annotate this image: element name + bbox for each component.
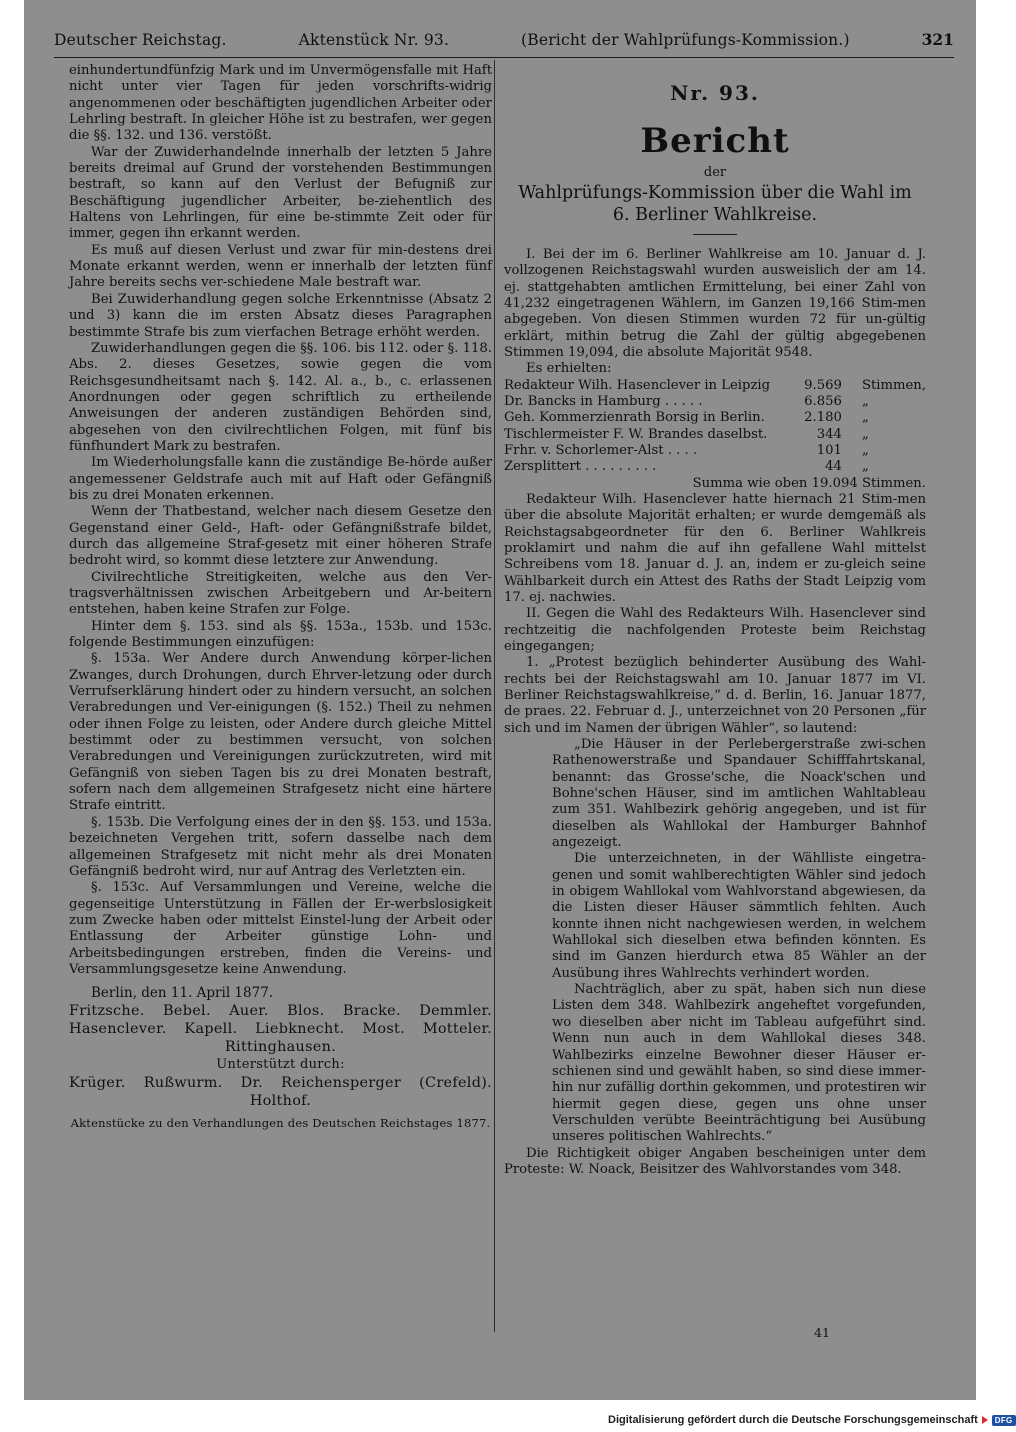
result-row bbox=[504, 443, 926, 459]
paragraph: Es muß auf diesen Verlust und zwar für min-destens drei Monate erkannt werden, wenn er innerhalb der letzten fünf Jahre bereits sechs ver-schiedene Male bestraft war. bbox=[69, 242, 492, 291]
candidate-name: Geh. Kommerzienrath Borsig in Berlin. bbox=[504, 410, 765, 426]
paragraph: Civilrechtliche Streitigkeiten, welche aus den Ver-tragsverhältnissen zwischen Arbeitgebern und Ar-beitern entstehen, haben keine Strafen zur Folge. bbox=[69, 569, 492, 618]
vote-count: 344 bbox=[816, 426, 842, 442]
supporters: Krüger. Rußwurm. Dr. Reichensperger (Crefeld). bbox=[69, 1075, 492, 1092]
document-title: Bericht bbox=[640, 121, 790, 161]
document-subtitle: Wahlprüfungs-Kommission über die Wahl im bbox=[518, 183, 912, 203]
candidate-name: Tischlermeister F. W. Brandes daselbst. bbox=[504, 426, 768, 442]
paragraph: Hinter dem §. 153. sind als §§. 153a., 153b. und 153c. folgende Bestimmungen einzufügen: bbox=[69, 618, 492, 651]
signatories: Hasenclever. Kapell. Liebknecht. Most. Motteler. bbox=[69, 1021, 492, 1038]
footnote: Aktenstücke zu den Verhandlungen des Deutschen Reichstages 1877. bbox=[70, 1116, 491, 1131]
running-header bbox=[54, 30, 954, 54]
quote-paragraph: „Die Häuser in der Perlebergerstraße zwi-schen Rathenowerstraße und Spandauer Schifffahrtskanal, benannt: das Grosse'sche, die Noack'schen und Bohne'schen Häuser, sind im amtlichen Wahltableau zum 351. Wahlbezirk gehörig angegeben, und ist für dieselben als Wahllokal der Hamburger Bahnhof angezeigt. bbox=[552, 736, 926, 851]
supporters: Holthof. bbox=[249, 1093, 312, 1110]
vote-unit: „ bbox=[861, 442, 869, 458]
paragraph: II. Gegen die Wahl des Redakteurs Wilh. Hasenclever sind rechtzeitig die nachfolgenden Proteste beim Reichstag eingegangen; bbox=[504, 606, 926, 654]
dateline: Berlin, den 11. April 1877. bbox=[91, 985, 274, 1002]
quote-paragraph: Nachträglich, aber zu spät, haben sich nun diese Listen dem 348. Wahlbezirk angeheftet vorgefunden, wo dieselben aber nicht im Tableau aufgeführt sind. Wenn nun auch in dem Wahllokal dieses 348. Wahlbezirks einzelne Bewohner dieser Häuser er-schienen sind und gewählt haben, so sind diese immer-hin nur zufällig dorthin gekommen, und protestiren wir hiermit gegen diese, gegen uns ohne unser Verschulden verübte Beeinträchtigung bei Ausübung unseres politischen Wahlrechts.“ bbox=[552, 982, 926, 1145]
vote-unit: Stimmen, bbox=[861, 377, 926, 393]
paragraph: Im Wiederholungsfalle kann die zuständige Be-hörde außer angemessener Geldstrafe auch mit auf Haft oder Gefängniß bis zu drei Monaten erkennen. bbox=[69, 455, 492, 503]
paragraph-153c: §. 153c. Auf Versammlungen und Vereine, welche die gegenseitige Unterstützung in Fällen der Er-werbslosigkeit zum Zwecke haben oder mittelst Einstel-lung der Arbeit oder Entlassung der Arbeiter günstige Lohn- und Arbeitsbedingungen erstreben, finden die Vereins- und Versammlungsgesetze keine Anwendung. bbox=[69, 880, 492, 977]
digitization-credit bbox=[608, 1414, 1016, 1426]
vote-count: 2.180 bbox=[804, 410, 842, 426]
vote-count: 44 bbox=[825, 459, 842, 475]
vote-unit: „ bbox=[861, 426, 869, 442]
paragraph: Die Richtigkeit obiger Angaben bescheinigen unter dem Proteste: W. Noack, Beisitzer des Wahlvorstandes vom 348. bbox=[504, 1145, 926, 1177]
paragraph: Bei Zuwiderhandlung gegen solche Erkenntnisse (Absatz 2 und 3) kann die im ersten Absatz dieses Paragraphen bestimmte Strafe bis zum vierfachen Betrage erhöht werden. bbox=[69, 291, 492, 340]
title-connector: der bbox=[703, 165, 727, 180]
credit-text: Digitalisierung gefördert durch die Deutsche Forschungsgemeinschaft bbox=[608, 1414, 978, 1426]
paragraph: Wenn der Thatbestand, welcher nach diesem Gesetze den Gegenstand einer Geld-, Haft- oder Gefängnißstrafe bildet, durch das allgemeine Straf-gesetz mit einer höheren Strafe bedroht wird, so kommt diese letztere zur Anwendung. bbox=[69, 504, 492, 569]
result-row bbox=[504, 394, 926, 410]
vote-count: 6.856 bbox=[804, 394, 842, 410]
candidate-name: Dr. Bancks in Hamburg . . . . . bbox=[504, 394, 703, 410]
result-row bbox=[504, 410, 926, 426]
document-number: Nr. 93. bbox=[670, 81, 760, 105]
left-column bbox=[69, 63, 492, 1130]
paragraph: Redakteur Wilh. Hasenclever hatte hiernach 21 Stim-men über die absolute Majorität erhalten; er wurde demgemäß als Reichstagsabgeordneter für den 6. Berliner Wahlkreis proklamirt und nahm die auf ihn gefallene Wahl mittelst Schreibens vom 18. Januar d. J. an, indem er zu-gleich seine Wählbarkeit durch ein Attest des Raths der Stadt Leipzig vom 17. ej. nachwies. bbox=[504, 491, 926, 605]
quote-paragraph: Die unterzeichneten, in der Wählliste eingetra-genen und somit wahlberechtigten Wähler sind jedoch in obigem Wahllokal vom Wahlvorstand abgewiesen, da die Listen dieser Häuser sämmtlich fehlten. Auch konnte ihnen nicht nachgewiesen werden, in welchem Wahllokal sich dieselben etwa befinden könnten. Es sind im Ganzen hierdurch etwa 85 Wähler an der Ausübung ihres Wahlrechts verhindert worden. bbox=[552, 851, 926, 981]
vote-unit: „ bbox=[861, 459, 869, 475]
paragraph: einhundertundfünfzig Mark und im Unvermögensfalle mit Haft nicht unter vier Tagen für jeden vorschrifts-widrig angenommenen oder beschäftigten jugendlichen Arbeiter oder Lehrling bestraft. In gleicher Höhe ist zu bestrafen, wer gegen die §§. 132. und 136. verstößt. bbox=[69, 63, 492, 144]
supported-by-label: Unterstützt durch: bbox=[216, 1057, 345, 1073]
results-intro: Es erhielten: bbox=[526, 361, 612, 377]
result-row bbox=[504, 427, 926, 443]
signatories: Rittinghausen. bbox=[224, 1039, 337, 1056]
right-column bbox=[504, 63, 926, 1178]
signatories: Fritzsche. Bebel. Auer. Blos. Bracke. Demmler. bbox=[69, 1003, 492, 1020]
header-left: Deutscher Reichstag. bbox=[54, 31, 227, 49]
arrow-icon bbox=[982, 1416, 988, 1424]
vote-count: 101 bbox=[816, 442, 842, 458]
results-total: Summa wie oben 19.094 Stimmen. bbox=[692, 475, 926, 491]
candidate-name: Frhr. v. Schorlemer-Alst . . . . bbox=[504, 442, 698, 458]
document-subtitle: 6. Berliner Wahlkreise. bbox=[612, 205, 818, 225]
result-row bbox=[504, 459, 926, 475]
results-table bbox=[504, 378, 926, 476]
paragraph: 1. „Protest bezüglich behinderter Ausübung des Wahl-rechts bei der Reichstagswahl am 10. Januar 1877 im VI. Berliner Reichstagswahlkreise,“ d. d. Berlin, 16. Januar 1877, de praes. 22. Februar d. J., unterzeichnet von 20 Personen „für sich und im Namen der übrigen Wähler“, so lautend: bbox=[504, 655, 926, 736]
candidate-name: Zersplittert . . . . . . . . . bbox=[504, 459, 657, 475]
signature-mark: 41 bbox=[814, 1325, 830, 1340]
dfg-logo-icon: DFG bbox=[992, 1415, 1016, 1426]
header-right: (Bericht der Wahlprüfungs-Kommission.) bbox=[520, 31, 850, 49]
paragraph-153b: §. 153b. Die Verfolgung eines der in den §§. 153. und 153a. bezeichneten Vergehen tritt, sofern dasselbe nach dem allgemeinen Strafgesetz mit nicht mehr als drei Monaten Gefängniß bedroht wird, nur auf Antrag des Verletzten ein. bbox=[69, 814, 492, 879]
title-rule bbox=[693, 234, 737, 235]
column-divider bbox=[494, 60, 495, 1332]
header-rule bbox=[54, 57, 954, 58]
header-middle: Aktenstück Nr. 93. bbox=[298, 31, 450, 49]
paragraph-153a: §. 153a. Wer Andere durch Anwendung körper-lichen Zwanges, durch Drohungen, durch Ehrver-letzung oder durch Verrufserklärung hindert oder zu hindern versucht, an solchen Verabredungen und Ver-einigungen (§. 152.) Theil zu nehmen oder ihnen Folge zu leisten, oder Andere durch gleiche Mittel bestimmt oder zu bestimmen versucht, von solchen Verabredungen und Vereinigungen zurückzutreten, wird mit Gefängniß von sieben Tagen bis zu drei Monaten bestraft, sofern nach dem allgemeinen Strafgesetz nicht eine härtere Strafe eintritt. bbox=[69, 651, 492, 814]
vote-unit: „ bbox=[861, 410, 869, 426]
paragraph: Zuwiderhandlungen gegen die §§. 106. bis 112. oder §. 118. Abs. 2. dieses Gesetzes, sowie gegen die vom Reichsgesundheitsamt nach §. 142. Al. a., b., c. erlassenen Anordnungen oder gegen schriftlich zu ertheilende Anweisungen der anderen zuständigen Behörden sind, abgesehen von den civilrechtlichen Folgen, mit fünf bis fünfhundert Mark zu bestrafen. bbox=[69, 340, 492, 454]
candidate-name: Redakteur Wilh. Hasenclever in Leipzig bbox=[504, 377, 771, 393]
vote-count: 9.569 bbox=[804, 377, 842, 393]
protest-quote bbox=[552, 737, 926, 1146]
page-number: 321 bbox=[921, 30, 954, 49]
vote-unit: „ bbox=[861, 394, 869, 410]
paragraph: War der Zuwiderhandelnde innerhalb der letzten 5 Jahre bereits dreimal auf Grund der vorstehenden Bestimmungen bestraft, so kann auf den Verlust der Befugniß zur Beschäftigung jugendlicher Arbeiter, be-ziehentlich des Haltens von Lehrlingen, für eine be-stimmte Zeit oder für immer, gegen ihn erkannt werden. bbox=[69, 144, 492, 242]
paragraph: I. Bei der im 6. Berliner Wahlkreise am 10. Januar d. J. vollzogenen Reichstagswahl wurden ausweislich der am 14. ej. stattgehabten amtlichen Ermittelung, bei einer Zahl von 41,232 eingetragenen Wählern, im Ganzen 19,166 Stim-men abgegeben. Von diesen Stimmen wurden 72 für un-gültig erklärt, mithin betrug die Zahl der gültig abgegebenen Stimmen 19,094, die absolute Majorität 9548. bbox=[504, 247, 926, 361]
document-page bbox=[24, 0, 976, 1400]
result-row bbox=[504, 378, 926, 394]
